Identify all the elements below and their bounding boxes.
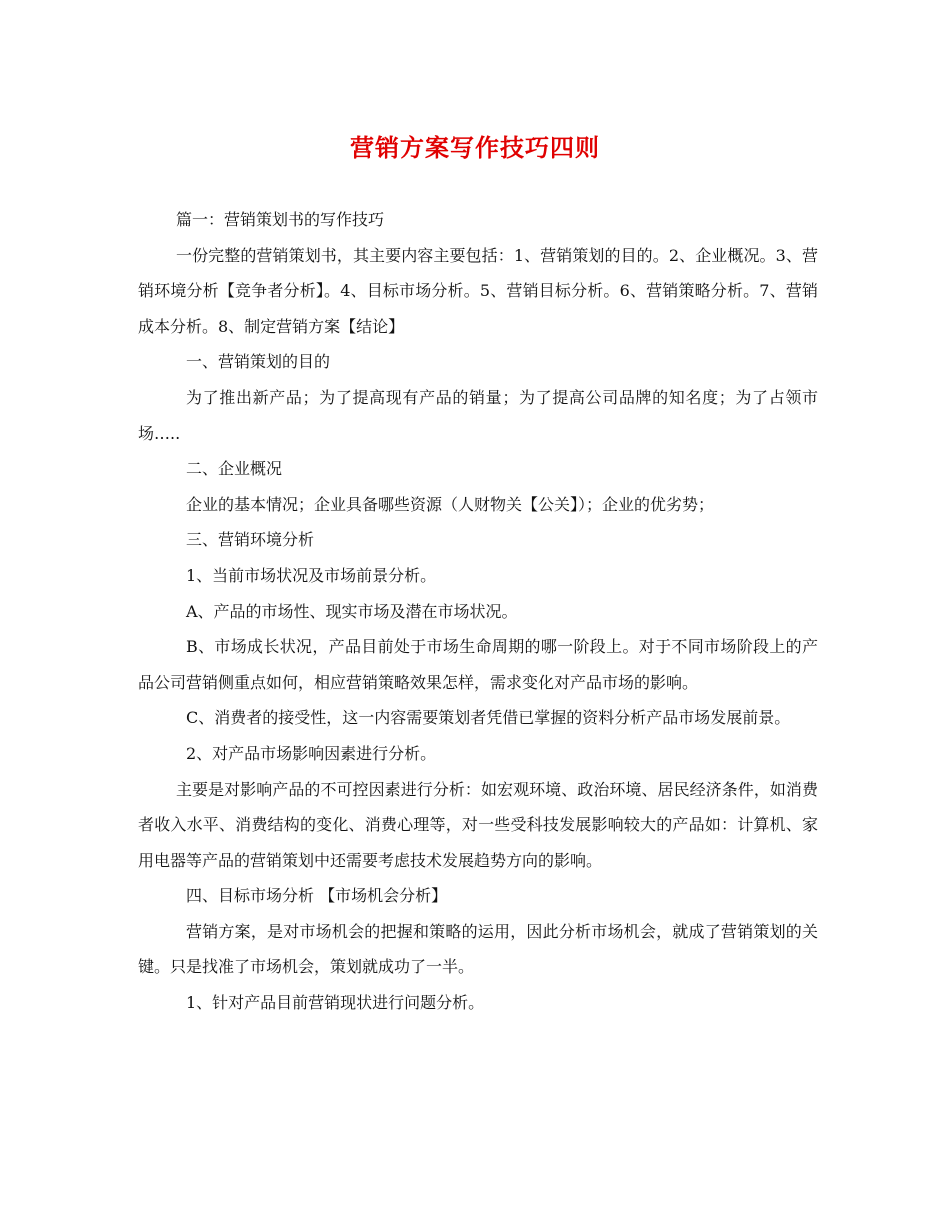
paragraph-heading-part-one: 篇一：营销策划书的写作技巧 [176, 210, 385, 229]
section-heading-target-market: 四、目标市场分析 【市场机会分析】 [186, 886, 448, 906]
document-body [138, 202, 818, 1021]
subheading-influencing-factors: 2、对产品市场影响因素进行分析。 [186, 743, 437, 763]
document-title: 营销方案写作技巧四则 [350, 134, 600, 162]
section-heading-environment-analysis: 三、营销环境分析 [186, 530, 315, 550]
paragraph-market-opportunity: 营销方案，是对市场机会的把握和策略的运用，因此分析市场机会，就成了营销策划的关键。只是找准了市场机会，策划就成功了一半。 [138, 921, 818, 977]
section-heading-purpose: 一、营销策划的目的 [186, 352, 331, 372]
paragraph-company-overview: 企业的基本情况；企业具备哪些资源（人财物关【公关】）；企业的优劣势； [186, 494, 715, 514]
item-a-marketability: A、产品的市场性、现实市场及潜在市场状况。 [186, 601, 518, 621]
subheading-market-status: 1、当前市场状况及市场前景分析。 [186, 565, 437, 585]
section-heading-company-overview: 二、企业概况 [186, 459, 283, 479]
paragraph-purpose: 为了推出新产品；为了提高现有产品的销量；为了提高公司品牌的知名度；为了占领市场….. [138, 387, 818, 443]
subheading-problem-analysis: 1、针对产品目前营销现状进行问题分析。 [186, 993, 485, 1013]
item-b-market-growth: B、市场成长状况，产品目前处于市场生命周期的哪一阶段上。对于不同市场阶段上的产品公司营销侧重点如何，相应营销策略效果怎样，需求变化对产品市场的影响。 [138, 637, 818, 692]
item-c-consumer-acceptance: C、消费者的接受性，这一内容需要策划者凭借已掌握的资料分析产品市场发展前景。 [186, 708, 791, 728]
paragraph-uncontrollable-factors: 主要是对影响产品的不可控因素进行分析：如宏观环境、政治环境、居民经济条件，如消费者收入水平、消费结构的变化、消费心理等，对一些受科技发展影响较大的产品如：计算机、家用电器等产品的营销策划中还需要考虑技术发展趋势方向的影响。 [138, 779, 818, 870]
paragraph-contents-overview: 一份完整的营销策划书，其主要内容主要包括：1、营销策划的目的。2、企业概况。3、营销环境分析【竞争者分析】。4、目标市场分析。5、营销目标分析。6、营销策略分析。7、营销成本分析。8、制定营销方案【结论】 [138, 245, 818, 336]
